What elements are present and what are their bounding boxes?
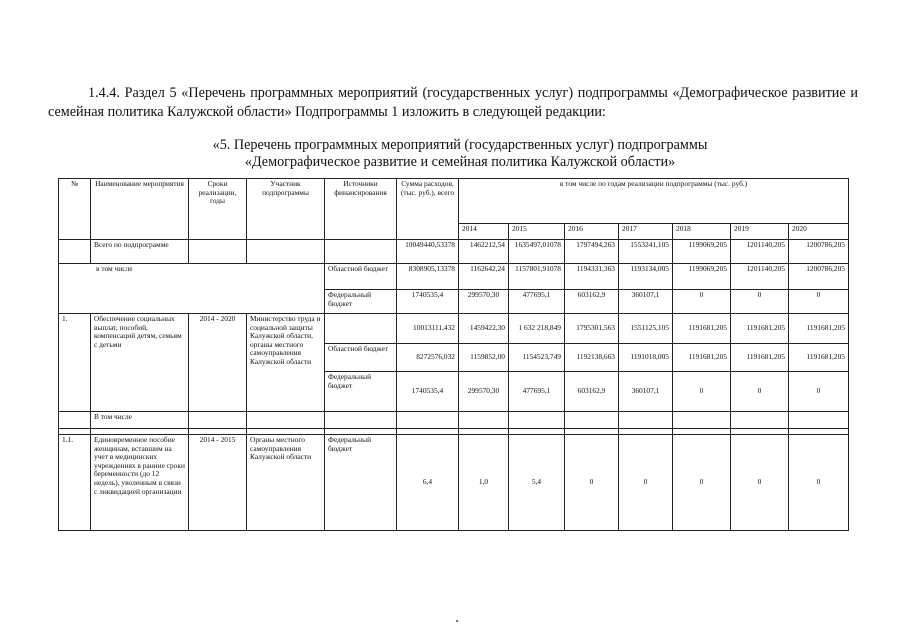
cell-value: 0 xyxy=(673,290,731,314)
cell-value: 477695,1 xyxy=(509,290,565,314)
cell-value: 1191681,205 xyxy=(673,344,731,372)
cell-name: Обеспечение социальных выплат, пособий, компенсаций детям, семьям с детьми xyxy=(91,314,189,412)
cell-empty xyxy=(59,412,91,429)
header-terms: Сроки реализации, годы xyxy=(189,179,247,240)
table-row-incl xyxy=(59,412,849,429)
header-total: Сумма расходов, (тыс. руб.), всего xyxy=(397,179,459,240)
cell-empty xyxy=(189,412,247,429)
year-header: 2020 xyxy=(789,224,849,240)
cell-value: 1551125,105 xyxy=(619,314,673,344)
cell-value: 1797494,263 xyxy=(565,240,619,264)
table-row-item1 xyxy=(59,314,849,344)
cell-value: 0 xyxy=(565,435,619,531)
table-row-item11 xyxy=(59,435,849,531)
cell-value: 0 xyxy=(789,372,849,412)
cell-value: 1191681,205 xyxy=(731,314,789,344)
table-row-total xyxy=(59,240,849,264)
scan-artifact xyxy=(456,620,458,622)
cell-value: 1635497,01078 xyxy=(509,240,565,264)
cell-value: 1193134,005 xyxy=(619,264,673,290)
cell-value: 1199069,205 xyxy=(673,264,731,290)
cell-value: 1,0 xyxy=(459,435,509,531)
cell-source: Федеральный бюджет xyxy=(325,372,397,412)
year-header: 2017 xyxy=(619,224,673,240)
row-incl-label xyxy=(59,264,325,314)
cell-value: 1157801,91078 xyxy=(509,264,565,290)
cell-empty xyxy=(509,412,565,429)
year-header: 2016 xyxy=(565,224,619,240)
cell-value: 1459422,30 xyxy=(459,314,509,344)
cell-participant: Министерство труда и социальной защиты Калужской области, органы местного самоуправления Калужской области xyxy=(247,314,325,412)
cell-participant: Органы местного самоуправления Калужской области xyxy=(247,435,325,531)
section-heading xyxy=(150,137,770,171)
header-participant: Участник подпрограммы xyxy=(247,179,325,240)
header-name: Наименование мероприятия xyxy=(91,179,189,240)
cell-value: 0 xyxy=(619,435,673,531)
cell-value: 5,4 xyxy=(509,435,565,531)
header-num: № xyxy=(59,179,91,240)
year-header: 2018 xyxy=(673,224,731,240)
cell-value: 0 xyxy=(789,435,849,531)
cell-value: 1162642,24 xyxy=(459,264,509,290)
cell-value: 0 xyxy=(789,290,849,314)
table-row-regional xyxy=(59,264,849,290)
year-header: 2019 xyxy=(731,224,789,240)
cell-empty xyxy=(247,412,325,429)
cell-total: 8308905,13378 xyxy=(397,264,459,290)
cell-empty xyxy=(325,240,397,264)
cell-value: 1200786,205 xyxy=(789,264,849,290)
cell-value: 1194331,363 xyxy=(565,264,619,290)
cell-empty xyxy=(673,412,731,429)
cell-empty xyxy=(789,412,849,429)
cell-value: 603162,9 xyxy=(565,372,619,412)
cell-value: 360107,1 xyxy=(619,290,673,314)
cell-value: 1553241,105 xyxy=(619,240,673,264)
cell-empty xyxy=(247,240,325,264)
cell-value: 1795301,563 xyxy=(565,314,619,344)
cell-empty xyxy=(59,240,91,264)
cell-total: 8272576,032 xyxy=(397,344,459,372)
cell-value: 1191681,205 xyxy=(789,314,849,344)
cell-total: 1740535,4 xyxy=(397,290,459,314)
cell-value: 299570,30 xyxy=(459,290,509,314)
program-measures-table xyxy=(58,178,849,531)
header-by-years: в том числе по годам реализации подпрограммы (тыс. руб.) xyxy=(459,179,849,224)
cell-empty xyxy=(459,412,509,429)
cell-value: 1192138,663 xyxy=(565,344,619,372)
cell-value: 0 xyxy=(731,435,789,531)
cell-value: 1191018,005 xyxy=(619,344,673,372)
cell-num: 1.1. xyxy=(59,435,91,531)
year-header: 2015 xyxy=(509,224,565,240)
year-header: 2014 xyxy=(459,224,509,240)
cell-source: Федеральный бюджет xyxy=(325,290,397,314)
cell-value: 0 xyxy=(731,290,789,314)
table-header-row xyxy=(59,179,849,224)
cell-value: 1191681,205 xyxy=(731,344,789,372)
cell-empty xyxy=(397,412,459,429)
cell-source: Областной бюджет xyxy=(325,264,397,290)
cell-value: 299570,30 xyxy=(459,372,509,412)
cell-value: 603162,9 xyxy=(565,290,619,314)
cell-source xyxy=(325,314,397,344)
intro-paragraph: 1.4.4. Раздел 5 «Перечень программных мероприятий (государственных услуг) подпрограммы «Демографическое развитие и семейная политика Калужской области» Подпрограммы 1 изложить в следующей редакции: xyxy=(48,85,858,120)
cell-value: 1201140,205 xyxy=(731,264,789,290)
cell-total: 10013111,432 xyxy=(397,314,459,344)
cell-total: 10049440,53378 xyxy=(397,240,459,264)
cell-value: 1 632 218,849 xyxy=(509,314,565,344)
cell-value: 0 xyxy=(731,372,789,412)
cell-value: 1200786,205 xyxy=(789,240,849,264)
cell-name: Единовременное пособие женщинам, вставшим на учет в медицинских учреждениях в ранние сроки беременности (до 12 недель), уволенным в связи с ликвидацией организации xyxy=(91,435,189,531)
cell-empty xyxy=(619,412,673,429)
cell-terms: 2014 - 2015 xyxy=(189,435,247,531)
cell-value: 1159852,00 xyxy=(459,344,509,372)
cell-total: 1740535,4 xyxy=(397,372,459,412)
cell-value: 1462212,54 xyxy=(459,240,509,264)
cell-value: 1201140,205 xyxy=(731,240,789,264)
heading-line-1: «5. Перечень программных мероприятий (государственных услуг) подпрограммы xyxy=(212,137,708,153)
row-incl-label: В том числе xyxy=(91,412,189,429)
cell-empty xyxy=(189,240,247,264)
incl-text: в том числе xyxy=(96,264,133,273)
cell-empty xyxy=(325,412,397,429)
cell-num: 1. xyxy=(59,314,91,412)
cell-value: 360107,1 xyxy=(619,372,673,412)
cell-value: 1191681,205 xyxy=(673,314,731,344)
cell-value: 1191681,205 xyxy=(789,344,849,372)
cell-total: 6,4 xyxy=(397,435,459,531)
cell-value: 1199069,205 xyxy=(673,240,731,264)
cell-empty xyxy=(565,412,619,429)
header-sources: Источники финансирования xyxy=(325,179,397,240)
cell-value: 0 xyxy=(673,372,731,412)
cell-value: 0 xyxy=(673,435,731,531)
cell-empty xyxy=(731,412,789,429)
row-label: Всего по подпрограмме xyxy=(91,240,189,264)
cell-terms: 2014 - 2020 xyxy=(189,314,247,412)
cell-value: 1154523,749 xyxy=(509,344,565,372)
cell-value: 477695,1 xyxy=(509,372,565,412)
heading-line-2: «Демографическое развитие и семейная политика Калужской области» xyxy=(244,154,676,170)
cell-source: Областной бюджет xyxy=(325,344,397,372)
cell-source: Федеральный бюджет xyxy=(325,435,397,531)
